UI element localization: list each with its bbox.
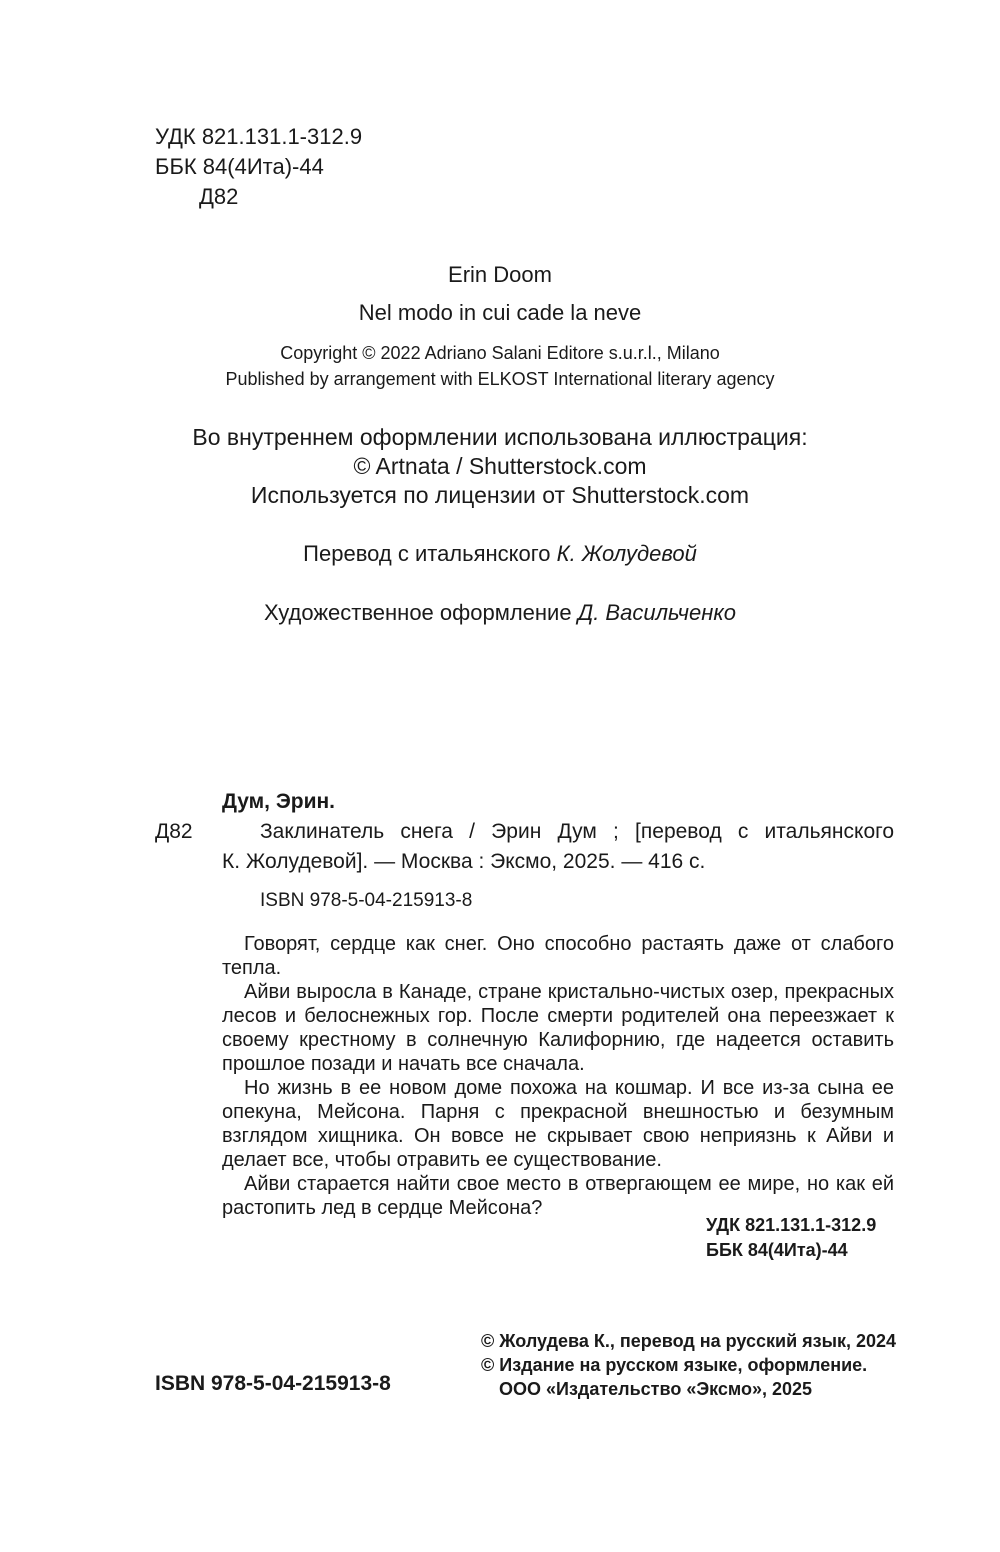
catalog-mark: Д82 bbox=[155, 820, 193, 843]
translator-label: Перевод с итальянского bbox=[303, 541, 551, 566]
illustration-line2: © Artnata / Shutterstock.com bbox=[353, 453, 647, 479]
illustration-line1: Во внутреннем оформлении использована иллюстрация: bbox=[192, 424, 808, 450]
translator-name: К. Жолудевой bbox=[556, 541, 697, 566]
isbn-bottom: ISBN 978-5-04-215913-8 bbox=[155, 1372, 391, 1395]
original-author: Erin Doom bbox=[448, 262, 552, 287]
bbk-code: ББК 84(4Ита)-44 bbox=[155, 154, 324, 179]
copyright-publisher: ООО «Издательство «Эксмо», 2025 bbox=[499, 1379, 813, 1399]
annotation-paragraph: Айви выросла в Канаде, стране кристально-чистых озер, прекрасных лесов и белоснежных гор. После смерти родителей она переезжает к своему крестному в солнечную Калифорнию, где надеется оставить прошлое позади и начать все сначала. bbox=[222, 981, 894, 1075]
annotation-paragraph: Говорят, сердце как снег. Оно способно растаять даже от слабого тепла. bbox=[222, 933, 894, 979]
annotation-paragraph: Айви старается найти свое место в отвергающем ее мире, но как ей растопить лед в сердце Мейсона? bbox=[222, 1173, 894, 1219]
original-title: Nel modo in cui cade la neve bbox=[358, 300, 642, 325]
copyright-translation: © Жолудева К., перевод на русский язык, 2024 bbox=[481, 1331, 897, 1351]
designer-credit bbox=[0, 600, 1000, 626]
annotation bbox=[222, 932, 894, 1220]
designer-name: Д. Васильченко bbox=[577, 600, 736, 625]
author-mark: Д82 bbox=[199, 184, 239, 209]
catalog-line1: Заклинатель снега / Эрин Дум ; [перевод с итальянского bbox=[260, 820, 894, 843]
catalog-isbn: ISBN 978-5-04-215913-8 bbox=[260, 890, 473, 911]
bottom-udk: УДК 821.131.1-312.9 bbox=[706, 1215, 877, 1235]
copyright-edition: © Издание на русском языке, оформление. bbox=[481, 1355, 868, 1375]
published-note: Published by arrangement with ELKOST International literary agency bbox=[225, 369, 775, 389]
copyrights-block bbox=[481, 1329, 896, 1401]
illustration-line3: Используется по лицензии от Shutterstock.com bbox=[250, 482, 750, 508]
original-copyright: Copyright © 2022 Adriano Salani Editore s.u.r.l., Milano bbox=[280, 343, 720, 363]
annotation-paragraph: Но жизнь в ее новом доме похожа на кошмар. И все из-за сына ее опекуна, Мейсона. Парня с прекрасной внешностью и безумным взглядом хищника. Он вовсе не скрывает свою неприязнь к Айви и делает все, чтобы отравить ее существование. bbox=[222, 1077, 894, 1171]
bottom-codes bbox=[706, 1213, 876, 1263]
classification-block bbox=[155, 122, 362, 212]
udk-code: УДК 821.131.1-312.9 bbox=[155, 124, 363, 149]
translator-credit bbox=[0, 541, 1000, 567]
catalog-heading: Дум, Эрин. bbox=[222, 790, 336, 813]
catalog-line2: К. Жолудевой]. — Москва : Эксмо, 2025. — 416 с. bbox=[222, 850, 706, 873]
designer-label: Художественное оформление bbox=[264, 600, 572, 625]
bottom-bbk: ББК 84(4Ита)-44 bbox=[706, 1240, 848, 1260]
